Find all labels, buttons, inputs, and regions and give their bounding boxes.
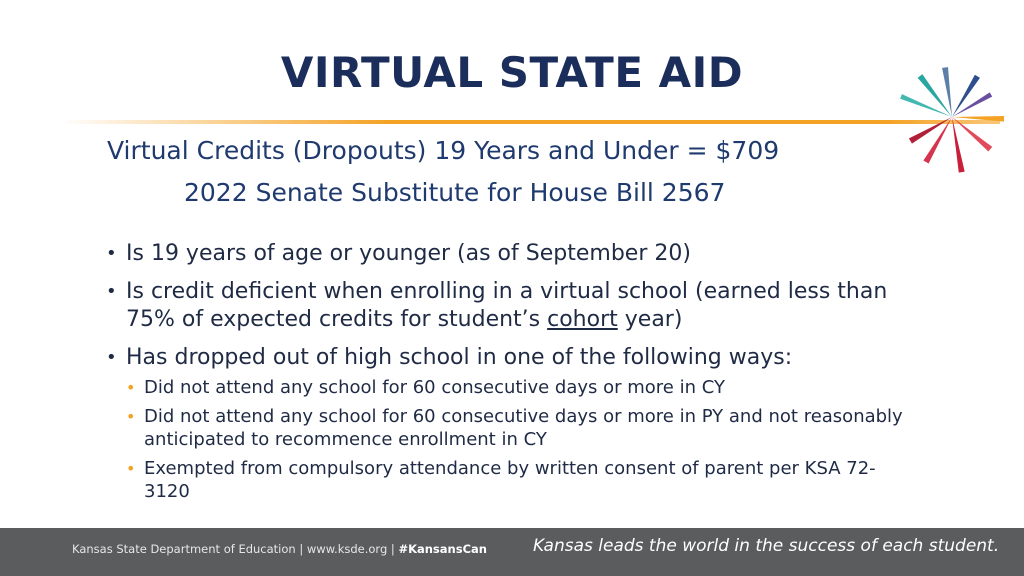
bullet-marker: •	[106, 243, 117, 264]
footer-organization	[72, 542, 487, 556]
list-item-text: Is credit deficient when enrolling in a virtual school (earned less than 75% of expected credits for student’s	[126, 279, 888, 332]
footer-hashtag: #KansansCan	[398, 542, 487, 556]
sub-bullet-marker: •	[126, 407, 136, 426]
sub-list-item-text: Exempted from compulsory attendance by written consent of parent per KSA 72-3120	[144, 458, 876, 502]
list-item	[104, 240, 904, 268]
footer-tagline: Kansas leads the world in the success of each student.	[533, 536, 1000, 556]
sub-list-item	[126, 457, 904, 503]
bullet-marker: •	[106, 281, 117, 302]
dropout-ways-sublist	[126, 376, 904, 503]
footer-bar	[0, 528, 1024, 576]
sub-list-item	[126, 405, 904, 451]
criteria-list	[104, 240, 904, 513]
list-item-text: Is 19 years of age or younger (as of September 20)	[126, 241, 691, 266]
list-item-text: Has dropped out of high school in one of the following ways:	[126, 345, 793, 370]
list-item	[104, 344, 904, 503]
subtitle-bill-reference: 2022 Senate Substitute for House Bill 2567	[184, 178, 726, 207]
sub-list-item	[126, 376, 904, 399]
list-item-text-end: year)	[617, 307, 683, 332]
sub-bullet-marker: •	[126, 459, 136, 478]
underlined-term: cohort	[547, 307, 618, 332]
sub-bullet-marker: •	[126, 378, 136, 397]
ksde-star-logo	[894, 62, 1004, 180]
sub-list-item-text: Did not attend any school for 60 consecutive days or more in PY and not reasonably anticipated to recommence enrollment in CY	[144, 406, 903, 450]
sub-list-item-text: Did not attend any school for 60 consecutive days or more in CY	[144, 377, 725, 398]
subtitle-virtual-credits: Virtual Credits (Dropouts) 19 Years and Under = $709	[107, 136, 780, 165]
orange-divider-line	[60, 120, 1000, 124]
slide-title: VIRTUAL STATE AID	[280, 48, 744, 97]
list-item	[104, 278, 904, 334]
footer-org-text: Kansas State Department of Education | www.ksde.org |	[72, 542, 399, 556]
bullet-marker: •	[106, 347, 117, 368]
